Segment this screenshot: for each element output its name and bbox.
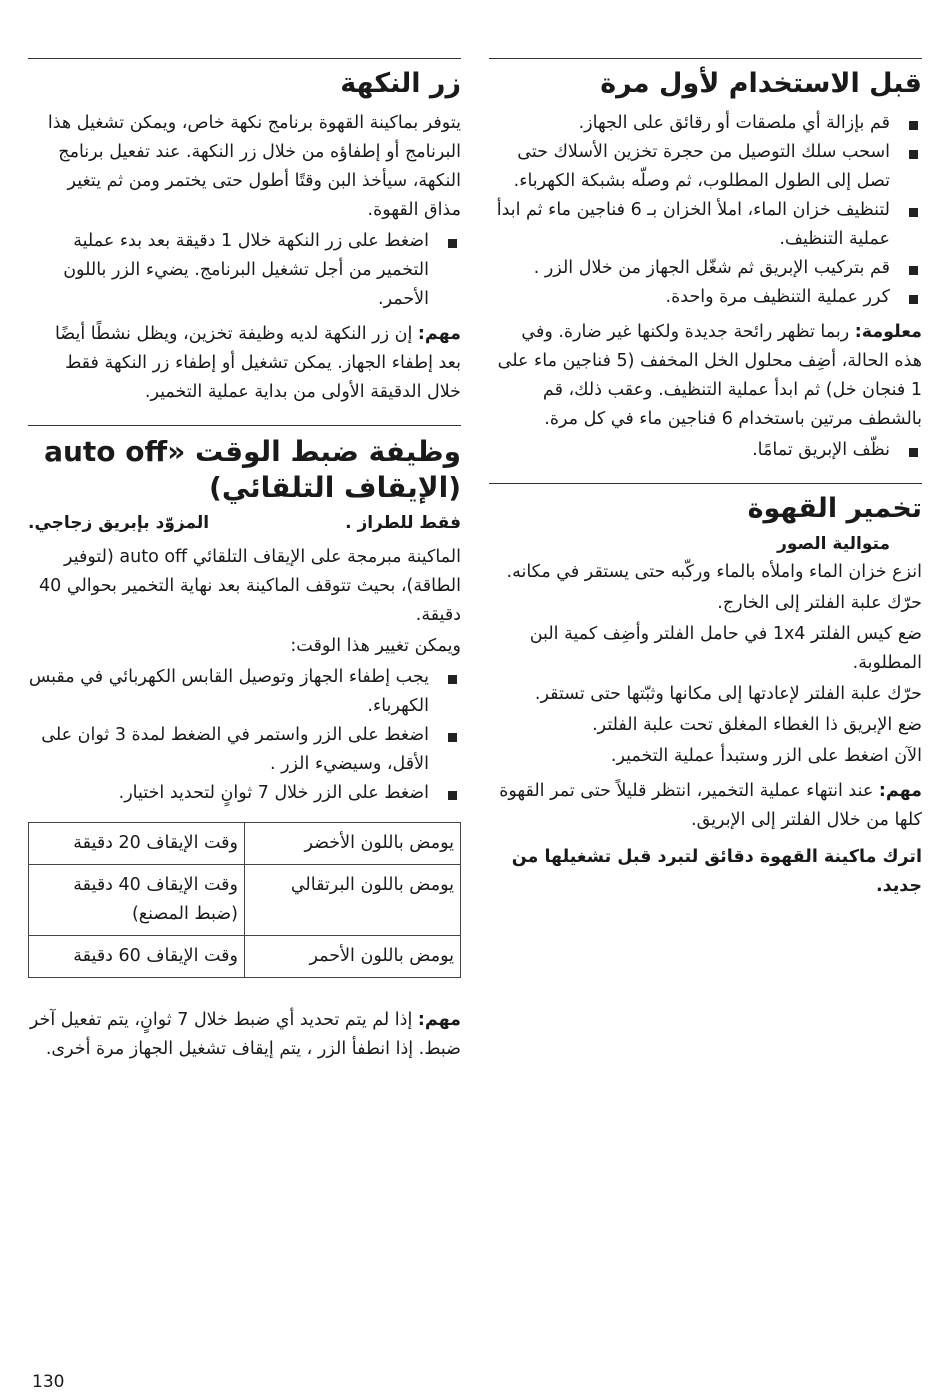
auto-off-change: ويمكن تغيير هذا الوقت:	[290, 636, 461, 657]
brew-step: حرّك علبة الفلتر إلى الخارج.	[717, 592, 922, 613]
aroma-section	[28, 58, 461, 407]
important-text: عند انتهاء عملية التخمير، انتظر قليلاً حتى تمر القهوة كلها من خلال الفلتر إلى الإبريق.	[499, 780, 922, 830]
first-use-list-end	[489, 436, 922, 465]
brewing-subtitle: متوالية الصور	[777, 533, 890, 554]
table-cell-time: وقت الإيقاف 20 دقيقة	[29, 823, 245, 865]
info-text: ربما تظهر رائحة جديدة ولكنها غير ضارة. وفي هذه الحالة، أضِف محلول الخل المخفف (5 فناجين ماء على 1 فنجان خل) ثم ابدأ عملية التنظيف. وعقب ذلك، قم بالشطف مرتين باستخدام 6 فناجين ماء في كل مرة.	[497, 321, 922, 429]
important-label: مهم:	[417, 1010, 461, 1031]
list-item: يجب إطفاء الجهاز وتوصيل القابس الكهربائي في مقبس الكهرباء.	[28, 663, 461, 721]
table-row	[29, 865, 461, 936]
brew-step: انزع خزان الماء واملأه بالماء وركّبه حتى يستقر في مكانه.	[506, 561, 922, 582]
info-note	[489, 318, 922, 434]
table-cell-blink: يومض باللون الأحمر	[245, 936, 461, 978]
first-use-list	[489, 109, 922, 312]
list-item: نظّف الإبريق تمامًا.	[489, 436, 922, 465]
left-column	[28, 58, 461, 1082]
auto-off-table	[28, 822, 461, 978]
list-item: لتنظيف خزان الماء، املأ الخزان بـ 6 فناجين ماء ثم ابدأ عملية التنظيف.	[489, 196, 922, 254]
table-row	[29, 823, 461, 865]
table-cell-blink: يومض باللون الأخضر	[245, 823, 461, 865]
list-item: اضغط على زر النكهة خلال 1 دقيقة بعد بدء عملية التخمير من أجل تشغيل البرنامج. يضيء الزر باللون الأحمر.	[28, 227, 461, 314]
brew-step: ضع الإبريق ذا الغطاء المغلق تحت علبة الفلتر.	[592, 714, 922, 735]
first-use-section	[489, 58, 922, 465]
list-item: كرر عملية التنظيف مرة واحدة.	[489, 283, 922, 312]
brew-step: الآن اضغط على الزر وستبدأ عملية التخمير.	[610, 745, 922, 766]
important-text: إن زر النكهة لديه وظيفة تخزين، ويظل نشطًا أيضًا بعد إطفاء الجهاز. يمكن تشغيل أو إطفاء زر النكهة فقط خلال الدقيقة الأولى من بداية عملية التخمير.	[54, 323, 461, 402]
aroma-list	[28, 227, 461, 314]
info-label: معلومة:	[854, 321, 922, 342]
important-text: إذا لم يتم تحديد أي ضبط خلال 7 ثوانٍ، يتم تفعيل آخر ضبط. إذا انطفأ الزر ، يتم إيقاف تشغيل الجهاز مرة أخرى.	[29, 1010, 461, 1060]
aroma-title: زر النكهة	[340, 68, 461, 99]
auto-off-list	[28, 663, 461, 808]
model-line	[28, 513, 461, 533]
model-right: فقط للطراز .	[345, 513, 461, 534]
auto-off-important-note	[28, 1006, 461, 1064]
list-item: قم بتركيب الإبريق ثم شغّل الجهاز من خلال الزر .	[489, 254, 922, 283]
aroma-important-note	[28, 320, 461, 407]
right-column	[489, 58, 922, 919]
important-label: مهم:	[878, 780, 922, 801]
auto-off-intro: الماكينة مبرمجة على الإيقاف التلقائي auto off (لتوفير الطاقة)، بحيث تتوقف الماكينة بعد نهاية التخمير بحوالي 40 دقيقة.	[39, 547, 461, 626]
table-cell-time: وقت الإيقاف 60 دقيقة	[29, 936, 245, 978]
brew-step: حرّك علبة الفلتر لإعادتها إلى مكانها وثبّتها حتى تستقر.	[534, 683, 922, 704]
table-cell-time: وقت الإيقاف 40 دقيقة (ضبط المصنع)	[29, 865, 245, 936]
auto-off-title: وظيفة ضبط الوقت «auto off (الإيقاف التلقائي)	[44, 434, 461, 504]
brew-important-note	[489, 777, 922, 835]
table-cell-blink: يومض باللون البرتقالي	[245, 865, 461, 936]
model-left: المزوّد بإبريق زجاجي.	[28, 513, 210, 534]
brewing-title: تخمير القهوة	[747, 492, 922, 524]
list-item: قم بإزالة أي ملصقات أو رقائق على الجهاز.	[489, 109, 922, 138]
table-row	[29, 936, 461, 978]
auto-off-section	[28, 425, 461, 1065]
important-label: مهم:	[417, 323, 461, 344]
cooldown-note: اترك ماكينة القهوة دقائق لتبرد قبل تشغيلها من جديد.	[511, 846, 922, 896]
brewing-section	[489, 483, 922, 901]
aroma-intro: يتوفر بماكينة القهوة برنامج نكهة خاص، ويمكن تشغيل هذا البرنامج أو إطفاؤه من خلال زر النكهة. عند تفعيل برنامج النكهة، سيأخذ البن وقتًا أطول حتى يختمر ومن ثم يتغير مذاق القهوة.	[47, 112, 461, 220]
list-item: اسحب سلك التوصيل من حجرة تخزين الأسلاك حتى تصل إلى الطول المطلوب، ثم وصلّه بشبكة الكهرباء.	[489, 138, 922, 196]
first-use-title: قبل الاستخدام لأول مرة	[600, 68, 922, 99]
list-item: اضغط على الزر خلال 7 ثوانٍ لتحديد اختيار.	[28, 779, 461, 808]
list-item: اضغط على الزر واستمر في الضغط لمدة 3 ثوان على الأقل، وسيضيء الزر .	[28, 721, 461, 779]
page-number: 130	[32, 1372, 65, 1392]
brew-step: ضع كيس الفلتر 1x4 في حامل الفلتر وأضِف كمية البن المطلوبة.	[529, 623, 922, 673]
